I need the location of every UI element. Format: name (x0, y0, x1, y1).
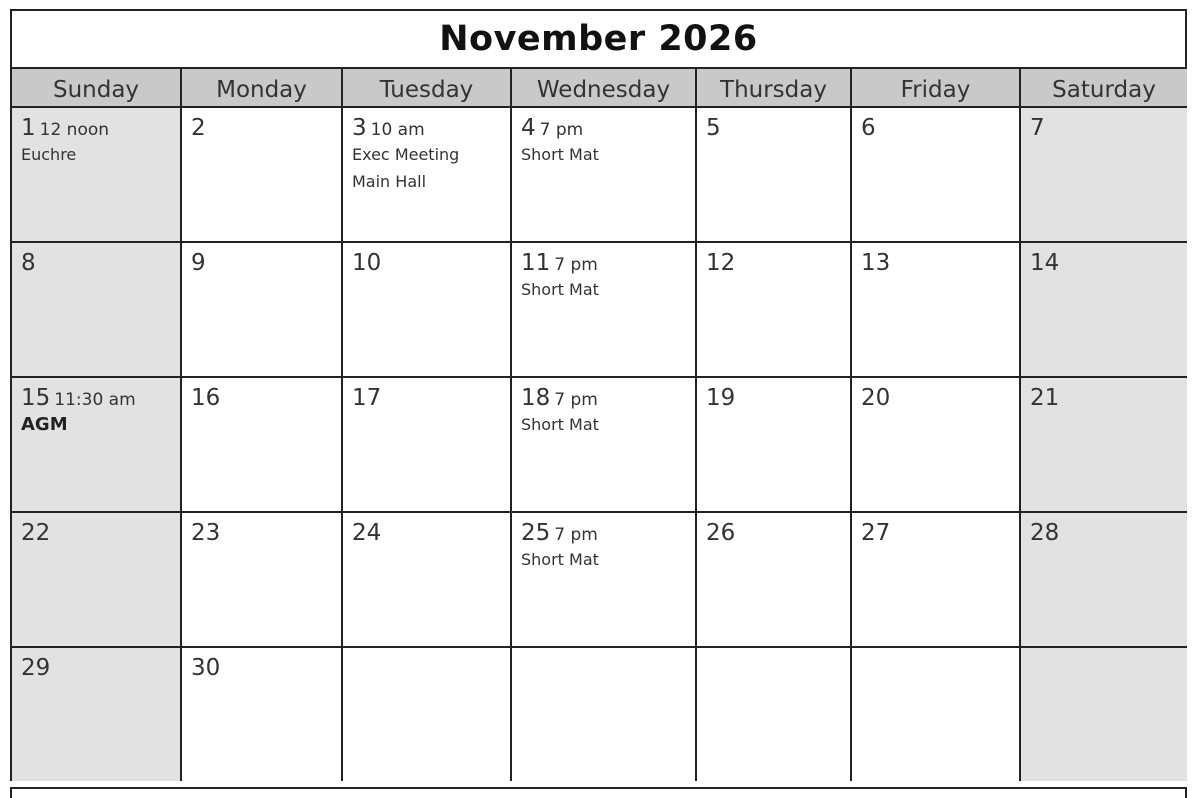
day-cell[interactable] (181, 242, 342, 377)
day-cell[interactable] (181, 647, 342, 781)
day-cell[interactable] (181, 107, 342, 242)
event-time: 7 pm (554, 255, 598, 275)
day-number: 24 (352, 520, 382, 546)
day-cell[interactable] (851, 107, 1020, 242)
day-cell[interactable] (181, 377, 342, 512)
day-number: 26 (706, 520, 736, 546)
day-number: 25 (521, 520, 551, 546)
weekday-monday: Monday (181, 69, 342, 107)
event-text: Main Hall (352, 172, 427, 191)
event-text: Exec Meeting (352, 145, 460, 164)
calendar-grid (12, 69, 1187, 781)
event-time: 12 noon (39, 120, 110, 140)
day-cell[interactable] (342, 647, 511, 781)
day-number: 12 (706, 250, 736, 276)
week-row (12, 242, 1187, 377)
day-cell[interactable] (851, 512, 1020, 647)
day-cell[interactable] (511, 647, 696, 781)
weekday-sunday: Sunday (12, 69, 181, 107)
day-cell[interactable] (342, 512, 511, 647)
day-number: 28 (1030, 520, 1060, 546)
weekday-wednesday: Wednesday (511, 69, 696, 107)
event-time: 11:30 am (54, 390, 136, 410)
event-text: Short Mat (521, 280, 599, 299)
day-cell[interactable] (696, 107, 851, 242)
footer-border (10, 787, 1187, 798)
weekday-saturday: Saturday (1020, 69, 1187, 107)
day-number: 23 (191, 520, 221, 546)
day-cell[interactable] (12, 242, 181, 377)
calendar-weeks (12, 107, 1187, 781)
day-cell[interactable] (696, 377, 851, 512)
day-number: 5 (706, 115, 721, 141)
day-cell[interactable] (511, 512, 696, 647)
week-row (12, 647, 1187, 781)
day-cell[interactable] (181, 512, 342, 647)
day-number: 20 (861, 385, 891, 411)
event-text: Short Mat (521, 415, 599, 434)
day-number: 18 (521, 385, 551, 411)
event-text: AGM (21, 414, 68, 435)
day-number: 21 (1030, 385, 1060, 411)
day-number: 4 (521, 115, 536, 141)
day-number: 2 (191, 115, 206, 141)
day-cell[interactable] (851, 647, 1020, 781)
day-number: 30 (191, 655, 221, 681)
day-number: 29 (21, 655, 51, 681)
day-number: 16 (191, 385, 221, 411)
day-cell[interactable] (851, 242, 1020, 377)
day-cell[interactable] (1020, 512, 1187, 647)
day-cell[interactable] (511, 242, 696, 377)
day-number: 17 (352, 385, 382, 411)
day-number: 11 (521, 250, 551, 276)
day-number: 3 (352, 115, 367, 141)
day-number: 9 (191, 250, 206, 276)
day-cell[interactable] (1020, 242, 1187, 377)
day-number: 15 (21, 385, 51, 411)
day-number: 6 (861, 115, 876, 141)
day-number: 22 (21, 520, 51, 546)
day-cell[interactable] (342, 107, 511, 242)
day-cell[interactable] (511, 107, 696, 242)
event-time: 7 pm (554, 525, 598, 545)
day-cell[interactable] (851, 377, 1020, 512)
day-number: 27 (861, 520, 891, 546)
day-cell[interactable] (511, 377, 696, 512)
day-number: 10 (352, 250, 382, 276)
day-number: 13 (861, 250, 891, 276)
week-row (12, 377, 1187, 512)
weekday-thursday: Thursday (696, 69, 851, 107)
day-number: 7 (1030, 115, 1045, 141)
day-cell[interactable] (696, 242, 851, 377)
event-time: 10 am (370, 120, 425, 140)
day-cell[interactable] (1020, 647, 1187, 781)
event-text: Short Mat (521, 550, 599, 569)
weekday-header-row (12, 69, 1187, 107)
weekday-friday: Friday (851, 69, 1020, 107)
day-number: 14 (1030, 250, 1060, 276)
day-cell[interactable] (12, 647, 181, 781)
calendar (10, 9, 1187, 781)
day-cell[interactable] (696, 647, 851, 781)
week-row (12, 512, 1187, 647)
event-text: Short Mat (521, 145, 599, 164)
day-cell[interactable] (12, 377, 181, 512)
day-cell[interactable] (1020, 377, 1187, 512)
day-cell[interactable] (12, 107, 181, 242)
event-text: Euchre (21, 145, 77, 164)
day-cell[interactable] (696, 512, 851, 647)
day-cell[interactable] (12, 512, 181, 647)
day-number: 1 (21, 115, 36, 141)
calendar-title: November 2026 (12, 11, 1185, 69)
day-cell[interactable] (1020, 107, 1187, 242)
weekday-tuesday: Tuesday (342, 69, 511, 107)
event-time: 7 pm (539, 120, 584, 140)
day-cell[interactable] (342, 377, 511, 512)
day-number: 19 (706, 385, 736, 411)
day-number: 8 (21, 250, 36, 276)
event-time: 7 pm (554, 390, 598, 410)
week-row (12, 107, 1187, 242)
day-cell[interactable] (342, 242, 511, 377)
